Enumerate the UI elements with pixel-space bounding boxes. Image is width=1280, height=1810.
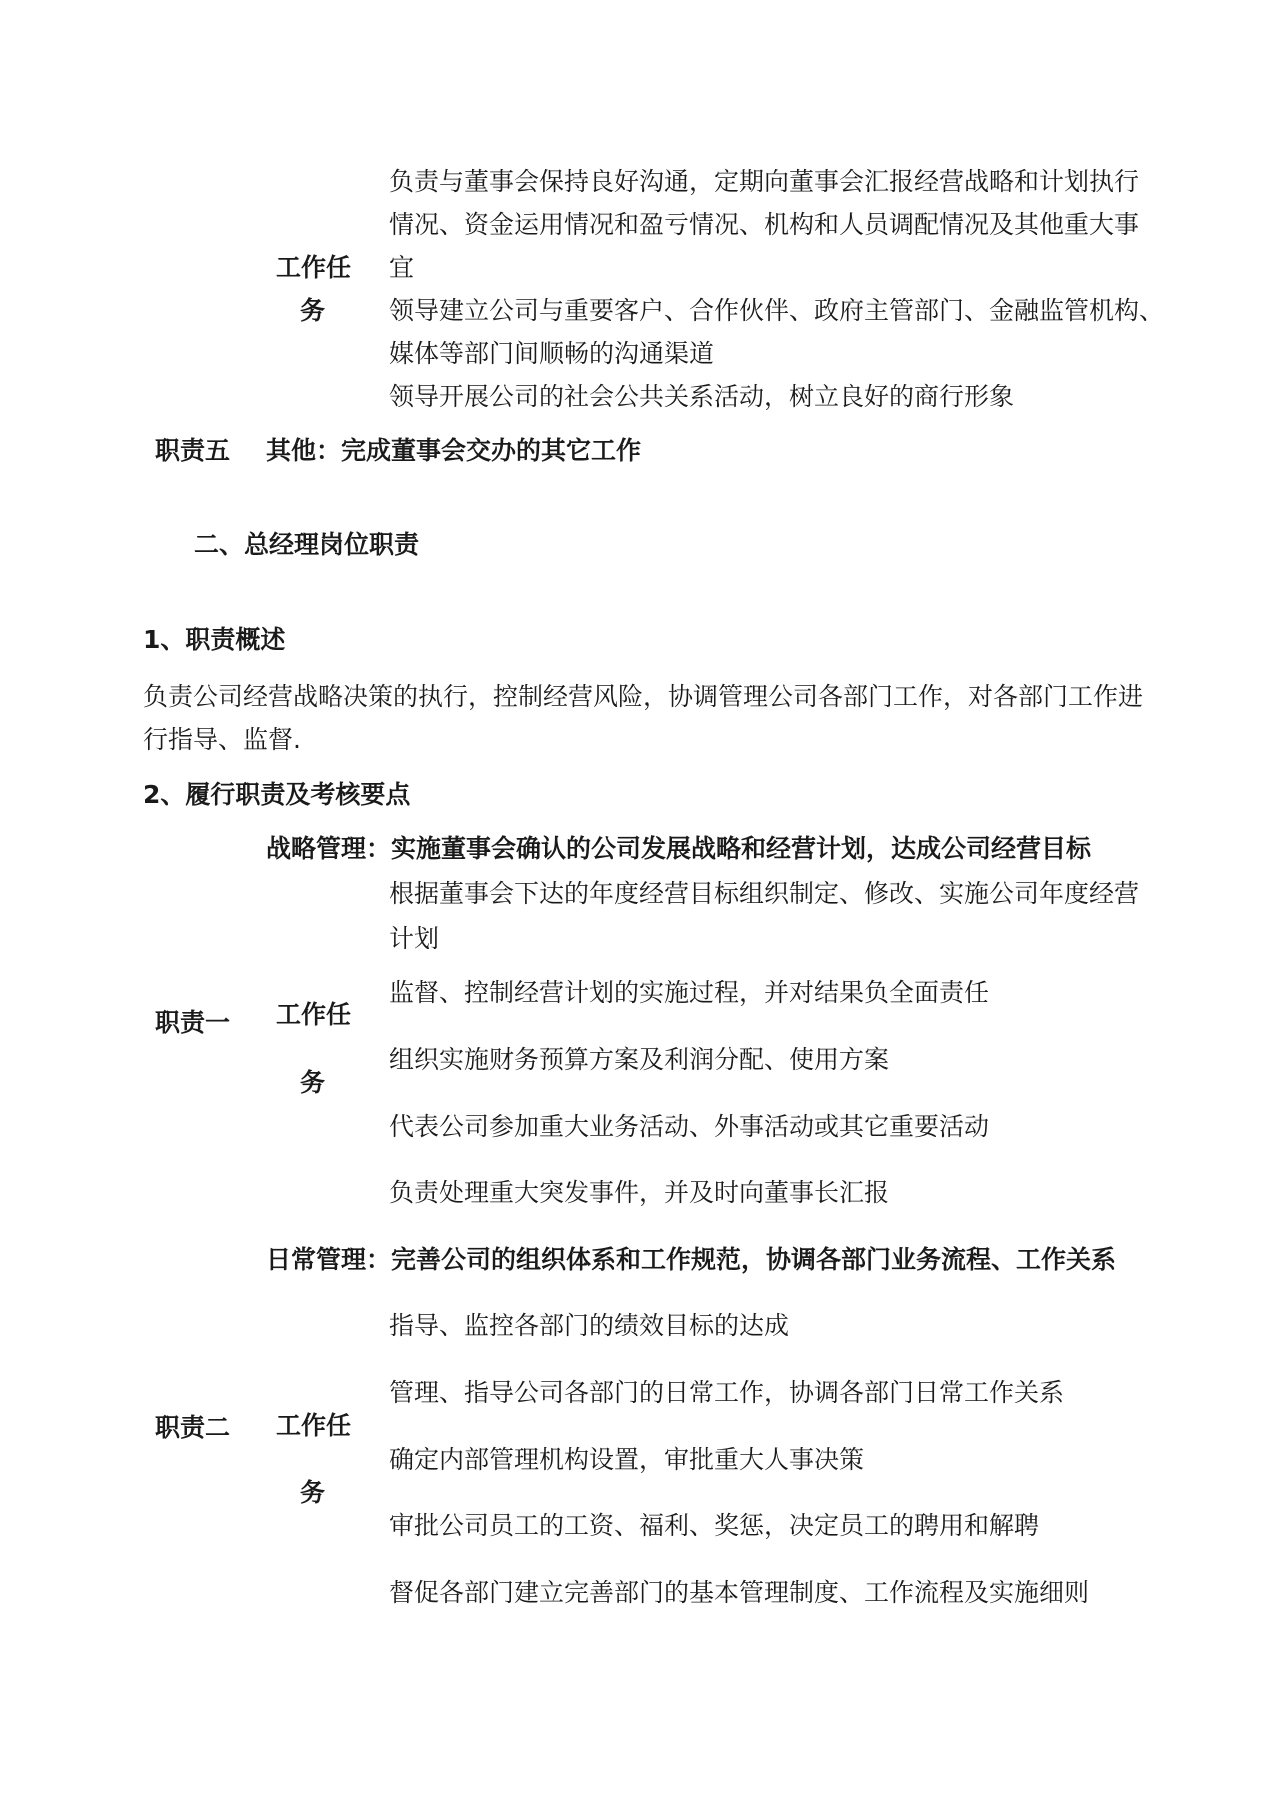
task-line: 组织实施财务预算方案及利润分配、使用方案 (389, 1045, 890, 1074)
tasks-label: 工作任 (276, 253, 352, 282)
overview-text-cont: 行指导、监督. (143, 725, 301, 754)
tasks-label-cont: 务 (300, 1478, 326, 1507)
task-line: 领导开展公司的社会公共关系活动，树立良好的商行形象 (389, 382, 1015, 411)
tasks-label-cont: 务 (300, 296, 326, 325)
overview-heading: 1、职责概述 (143, 625, 286, 654)
task-line: 指导、监控各部门的绩效目标的达成 (389, 1311, 790, 1340)
duty1-heading: 战略管理：实施董事会确认的公司发展战略和经营计划，达成公司经营目标 (266, 834, 1092, 863)
duty1-label: 职责一 (155, 1008, 231, 1037)
task-line: 代表公司参加重大业务活动、外事活动或其它重要活动 (389, 1112, 990, 1141)
duty2-label: 职责二 (155, 1413, 231, 1442)
duty5-text: 其他：完成董事会交办的其它工作 (266, 436, 642, 465)
task-line: 负责处理重大突发事件，并及时向董事长汇报 (389, 1178, 890, 1207)
section-title: 二、总经理岗位职责 (194, 530, 420, 559)
task-line: 媒体等部门间顺畅的沟通渠道 (389, 339, 715, 368)
task-line: 领导建立公司与重要客户、合作伙伴、政府主管部门、金融监管机构、 (389, 296, 1165, 325)
overview-text: 负责公司经营战略决策的执行，控制经营风险，协调管理公司各部门工作，对各部门工作进 (143, 682, 1144, 711)
task-line: 宜 (389, 253, 415, 282)
duty2-heading: 日常管理：完善公司的组织体系和工作规范，协调各部门业务流程、工作关系 (266, 1245, 1117, 1274)
task-line: 根据董事会下达的年度经营目标组织制定、修改、实施公司年度经营 (389, 879, 1140, 908)
duty5-label: 职责五 (155, 436, 231, 465)
task-line: 督促各部门建立完善部门的基本管理制度、工作流程及实施细则 (389, 1578, 1090, 1607)
task-line: 情况、资金运用情况和盈亏情况、机构和人员调配情况及其他重大事 (389, 210, 1140, 239)
task-line: 计划 (389, 924, 440, 953)
task-line: 确定内部管理机构设置，审批重大人事决策 (389, 1445, 865, 1474)
task-line: 监督、控制经营计划的实施过程，并对结果负全面责任 (389, 978, 990, 1007)
tasks-label-cont: 务 (300, 1068, 326, 1097)
points-heading: 2、履行职责及考核要点 (143, 780, 411, 809)
tasks-label: 工作任 (276, 1411, 352, 1440)
tasks-label: 工作任 (276, 1000, 352, 1029)
task-line: 负责与董事会保持良好沟通，定期向董事会汇报经营战略和计划执行 (389, 167, 1140, 196)
task-line: 审批公司员工的工资、福利、奖惩，决定员工的聘用和解聘 (389, 1511, 1040, 1540)
task-line: 管理、指导公司各部门的日常工作，协调各部门日常工作关系 (389, 1378, 1065, 1407)
